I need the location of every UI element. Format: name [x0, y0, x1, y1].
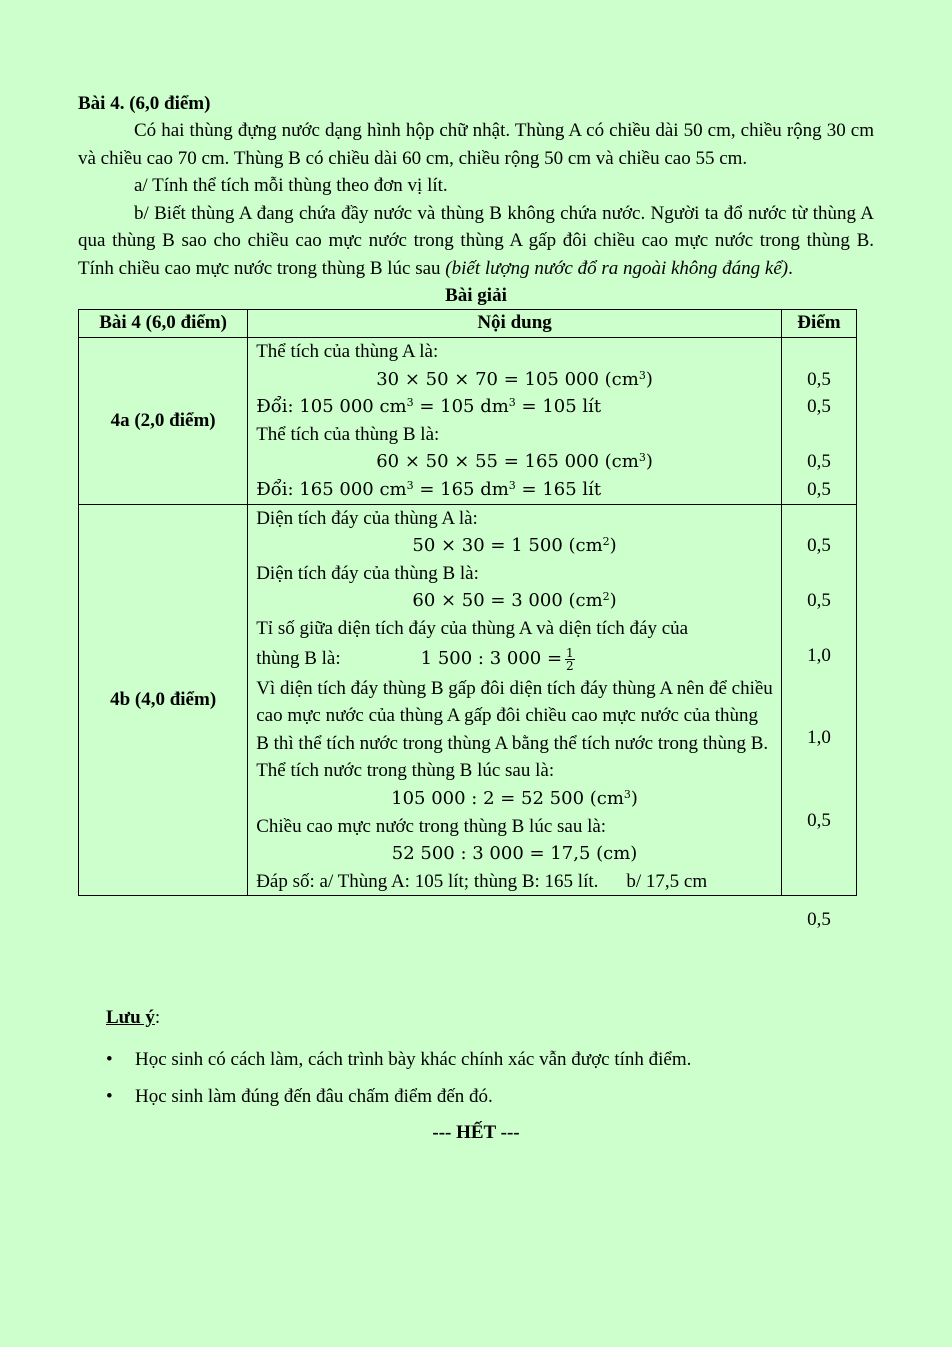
a-line-5-exp: 3: [638, 451, 646, 465]
b-line-8: Thể tích nước trong thùng B lúc sau là:: [256, 760, 555, 782]
a-line-2-text: 30 × 50 × 70 = 105 000 (cm: [376, 368, 639, 390]
b-line-4-text: 60 × 50 = 3 000 (cm: [412, 590, 603, 612]
table-header-row: [79, 310, 857, 338]
a-line-3a-exp: 3: [406, 396, 414, 410]
problem-title: Bài 4. (6,0 điểm): [78, 93, 211, 114]
a-line-6c: = 165 lít: [515, 478, 602, 500]
b-point-6: 0,5: [807, 908, 831, 930]
note-item-1: Học sinh có cách làm, cách trình bày khác chính xác vẫn được tính điểm.: [135, 1049, 692, 1070]
b-answer-b: b/ 17,5 cm: [626, 870, 708, 892]
table-row: [79, 338, 857, 505]
b-line-6: [248, 643, 781, 675]
a-line-3b: = 105 dm: [413, 396, 509, 418]
b-point-3: 1,0: [807, 644, 831, 666]
part-a-content: [248, 338, 782, 505]
b-line-6a: thùng B là:: [256, 647, 341, 669]
problem-part-a: a/ Tính thể tích mỗi thùng theo đơn vị lít.: [134, 175, 448, 196]
part-b-label: 4b (4,0 điểm): [79, 504, 248, 896]
b-line-10: Chiều cao mực nước trong thùng B lúc sau là:: [256, 815, 607, 837]
a-point-1: 0,5: [807, 368, 831, 390]
b-point-5: 0,5: [807, 809, 831, 831]
a-point-4: 0,5: [807, 478, 831, 500]
b-line-4: [248, 587, 781, 615]
notes-heading: [106, 1007, 866, 1029]
a-line-1: Thể tích của thùng A là:: [256, 341, 439, 362]
header-part: Bài 4 (6,0 điểm): [79, 310, 248, 338]
b-point-2: 0,5: [807, 589, 831, 611]
bullet-icon: •: [106, 1049, 113, 1070]
a-line-2-close: ): [645, 368, 653, 390]
part-b-text: b/ Biết thùng A đang chứa đầy nước và thùng B không chứa nước. Người ta đổ nước từ thùng A qua thùng B sao cho chiều cao mực nước trong thùng A gấp đôi chiều cao mực nước trong thùng B. Tính chiều cao mực nước trong thùng B lúc sau: [78, 202, 874, 279]
b-line-12: [248, 868, 781, 896]
a-line-5: [248, 448, 781, 476]
b-point-4: 1,0: [807, 726, 831, 748]
b-line-2: [248, 532, 781, 560]
part-b-note: (biết lượng nước đổ ra ngoài không đáng kể): [445, 257, 789, 279]
b-line-11: 52 500 : 3 000 = 17,5 (cm): [391, 843, 638, 865]
notes-title: Lưu ý: [106, 1007, 155, 1028]
a-line-4: Thể tích của thùng B là:: [256, 423, 440, 445]
a-point-3: 0,5: [807, 451, 831, 473]
header-points: Điểm: [781, 310, 856, 338]
note-item-2: Học sinh làm đúng đến đâu chấm điểm đến đó.: [135, 1086, 493, 1107]
notes-list: [106, 1041, 866, 1115]
notes-colon: :: [154, 1007, 161, 1028]
b-line-4-exp: 2: [602, 590, 610, 604]
fraction-denominator: 2: [566, 658, 574, 673]
bullet-icon: •: [106, 1086, 113, 1107]
b-line-2-exp: 2: [602, 535, 610, 549]
list-item: [106, 1041, 866, 1078]
notes-section: [106, 1007, 866, 1115]
a-pt-blank: [782, 338, 856, 366]
a-line-2-exp: 3: [638, 368, 646, 382]
a-line-6b-exp: 3: [508, 478, 516, 492]
part-b-points: [781, 504, 856, 930]
a-line-3c: = 105 lít: [515, 396, 602, 418]
a-pt-blank-2: [782, 421, 856, 449]
b-point-1: 0,5: [807, 534, 831, 556]
a-line-3a: Đổi: 105 000 cm: [256, 396, 407, 418]
b-line-4-close: ): [609, 590, 617, 612]
part-a-label: 4a (2,0 điểm): [79, 338, 248, 505]
a-line-5-text: 60 × 50 × 55 = 165 000 (cm: [376, 451, 639, 473]
solution-table: [78, 309, 857, 930]
b-line-9: [248, 785, 781, 813]
b-line-9-text: 105 000 : 2 = 52 500 (cm: [391, 787, 624, 809]
b-answer-a: Đáp số: a/ Thùng A: 105 lít; thùng B: 165 lít.: [256, 870, 599, 892]
solution-title: Bài giải: [445, 285, 507, 306]
a-line-6: [248, 476, 781, 504]
part-b-content: [248, 504, 782, 896]
b-line-9-exp: 3: [623, 787, 631, 801]
a-line-2: [248, 366, 781, 394]
problem-intro: Có hai thùng đựng nước dạng hình hộp chữ nhật. Thùng A có chiều dài 50 cm, chiều rộng 30 cm và chiều cao 70 cm. Thùng B có chiều dài 60 cm, chiều rộng 50 cm và chiều cao 55 cm.: [78, 120, 874, 169]
b-line-1: Diện tích đáy của thùng A là:: [256, 507, 478, 529]
a-line-3: [248, 393, 781, 421]
fraction-numerator: 1: [566, 645, 574, 660]
a-line-6b: = 165 dm: [413, 478, 509, 500]
a-line-6a-exp: 3: [406, 478, 414, 492]
problem-section: [78, 90, 874, 930]
b-line-9-close: ): [630, 787, 638, 809]
list-item: [106, 1078, 866, 1115]
table-row: [79, 504, 857, 896]
a-line-5-close: ): [645, 451, 653, 473]
part-a-points: [781, 338, 856, 505]
b-line-2-close: ): [609, 535, 617, 557]
b-line-2-text: 50 × 30 = 1 500 (cm: [412, 535, 603, 557]
b-line-7: Vì diện tích đáy thùng B gấp đôi diện tích đáy thùng A nên để chiều cao mực nước của thùng A gấp đôi chiều cao mực nước của thùng B thì thể tích nước trong thùng A bằng thể tích nước trong thùng B.: [256, 677, 773, 754]
fraction: [565, 647, 575, 672]
problem-part-b: [78, 200, 874, 283]
b-line-3: Diện tích đáy của thùng B là:: [256, 562, 479, 584]
part-b-end: .: [788, 257, 793, 279]
a-line-6a: Đổi: 165 000 cm: [256, 478, 407, 500]
b-line-5: Tỉ số giữa diện tích đáy của thùng A và diện tích đáy của: [256, 617, 689, 639]
b-line-6b: 1 500 : 3 000 =: [420, 647, 563, 669]
a-point-2: 0,5: [807, 396, 831, 418]
a-line-3b-exp: 3: [508, 396, 516, 410]
end-marker: --- HẾT ---: [432, 1122, 520, 1143]
header-content: Nội dung: [248, 310, 782, 338]
